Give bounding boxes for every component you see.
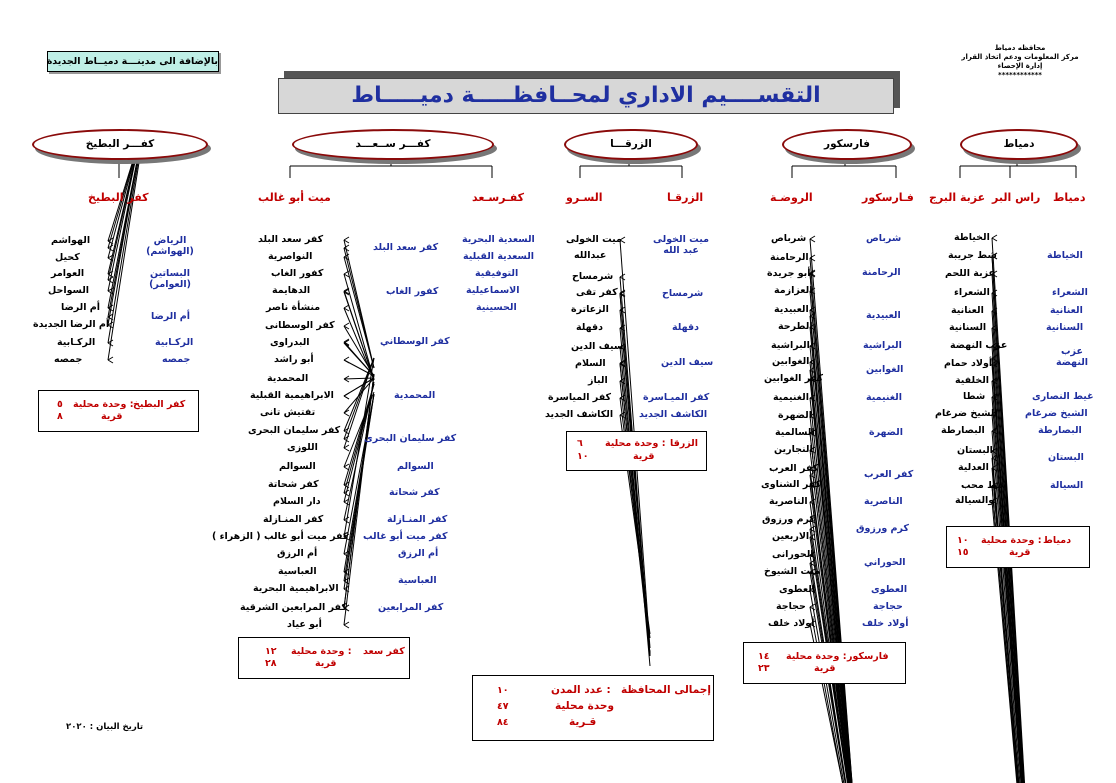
unit-label: البصارطة xyxy=(1038,425,1082,436)
unit-label: كفر شحاتة xyxy=(389,487,440,498)
summary-villages-label: قرية xyxy=(633,451,655,462)
unit-label: كفور الغاب xyxy=(386,286,439,297)
village-label: عبدالله xyxy=(574,250,607,261)
faraskur-summary-box xyxy=(743,642,906,684)
village-label: أم الرضا xyxy=(61,302,101,313)
summary-villages-label: قرية xyxy=(1009,547,1031,558)
summary-villages-value: ١٠ xyxy=(577,451,589,462)
unit-label: ميت الخولى عبد الله xyxy=(653,234,709,256)
village-label: كفر الشناوى xyxy=(761,479,822,490)
unit-label: عزب النهضة xyxy=(1055,346,1089,368)
village-label: الحورانى xyxy=(772,549,814,560)
zarqa-summary-box xyxy=(566,431,707,471)
connector xyxy=(344,237,349,240)
village-label: العزازمة xyxy=(774,285,813,296)
unit-label: أم الرزق xyxy=(398,548,439,559)
connector xyxy=(108,360,113,363)
total-title: إجمالى المحافظة xyxy=(621,684,711,696)
village-label: الطرحة xyxy=(778,321,813,332)
unit-label: الناصرية xyxy=(864,496,903,507)
village-label: الابراهيمية القبلية xyxy=(250,390,334,401)
connector xyxy=(344,360,349,363)
oval-kafr-batikh: كفـــر البطيخ xyxy=(32,129,208,160)
unit-label: الرياض (الهواشم) xyxy=(146,235,194,257)
village-label: أم الرضا الجديدة xyxy=(33,319,110,330)
city-mit-abu-ghaleb: ميت أبو غالب xyxy=(258,191,331,204)
page-title: التقســــيم الاداري لمحــافظـــــة دميـــــاط xyxy=(351,83,821,108)
summary-villages-label: قرية xyxy=(814,663,836,674)
summary-units-value: ١٠ xyxy=(957,535,969,546)
kafr-batikh-summary-box xyxy=(38,390,199,432)
oval-kafr-saad: كفـــر ســعـــد xyxy=(292,129,494,160)
connector xyxy=(108,146,140,325)
village-label: الركـابية xyxy=(57,337,96,348)
governorate-total-box xyxy=(472,675,714,741)
village-label: سيف الدين xyxy=(571,341,624,352)
summary-units-label: : وحدة محلية xyxy=(981,535,1042,546)
city-zarqa: الزرقـا xyxy=(667,191,704,204)
unit-label: المحمدية xyxy=(394,390,436,401)
village-label: ميت الشيوخ xyxy=(764,566,821,577)
unit-label: العنانية xyxy=(1050,305,1083,316)
summary-villages-value: ١٥ xyxy=(957,547,969,558)
village-label: دقهلة xyxy=(576,322,604,333)
village-label: الدهايمة xyxy=(272,285,311,296)
city-damietta: دمياط xyxy=(1053,191,1086,204)
village-label: عزب النهضة xyxy=(950,340,1008,351)
unit-label: العطوى xyxy=(871,584,908,595)
village-label: كفر تقى xyxy=(576,287,618,298)
connector xyxy=(344,323,349,326)
connector xyxy=(810,236,815,239)
unit-label: كفر الميـاسرة xyxy=(643,392,710,403)
village-label: التوفيقية xyxy=(475,268,519,279)
village-label: شط جريبة xyxy=(948,250,997,261)
unit-label: كفر المرابعين xyxy=(378,602,444,613)
summary-villages-value: ٢٣ xyxy=(758,663,770,674)
summary-units-value: ٥ xyxy=(57,399,63,410)
connector xyxy=(344,625,349,628)
connector xyxy=(344,448,349,451)
village-label: كفر المنـازلة xyxy=(263,514,324,525)
village-label: كفور الغاب xyxy=(271,268,324,279)
village-label: الاربعين xyxy=(772,531,810,542)
village-label: السواحل xyxy=(48,285,90,296)
village-label: السعدية القبلية xyxy=(463,251,535,262)
village-label: شرباص xyxy=(771,233,807,244)
connector xyxy=(344,413,349,416)
total-units-label: وحدة محلية xyxy=(555,700,615,712)
village-label: اللوزى xyxy=(287,442,318,453)
village-label: المحمدية xyxy=(267,373,309,384)
unit-label: دقهلة xyxy=(672,322,700,333)
unit-label: كفر العرب xyxy=(864,469,914,480)
unit-label: الكاشف الجديد xyxy=(639,409,708,420)
unit-label: الضهرة xyxy=(869,427,903,438)
unit-label: البستان xyxy=(1048,452,1084,463)
total-cities-value: ١٠ xyxy=(497,685,509,696)
connector xyxy=(108,138,140,291)
unit-label: البساتين (العوامر) xyxy=(149,268,191,290)
oval-damietta: دمياط xyxy=(960,129,1078,160)
village-label: السعدية البحرية xyxy=(462,234,535,245)
connector xyxy=(344,358,374,537)
total-villages-value: ٨٤ xyxy=(497,717,509,728)
unit-label: شرباص xyxy=(866,233,902,244)
unit-label: الغوابين xyxy=(866,364,904,375)
village-label: السلام xyxy=(575,358,606,369)
unit-label: الغنيمية xyxy=(866,392,902,403)
unit-label: شرمساح xyxy=(662,288,704,299)
unit-label: البراشية xyxy=(863,340,902,351)
village-label: البستان xyxy=(957,445,993,456)
village-label: الغنيمية xyxy=(773,392,809,403)
summary-name: الزرقا xyxy=(670,438,698,449)
village-label: كفر المياسرة xyxy=(548,392,612,403)
village-label: تفتيش تانى xyxy=(260,407,316,418)
village-label: السوالم xyxy=(279,461,316,472)
unit-label: الركـابية xyxy=(155,337,194,348)
village-label: البصارطة xyxy=(941,425,985,436)
village-label: العدلية xyxy=(958,462,989,473)
connector xyxy=(810,258,815,261)
village-label: الشيخ ضرغام xyxy=(935,408,998,419)
summary-units-label: : وحدة محلية xyxy=(291,646,352,657)
oval-faraskur: فارسكور xyxy=(782,129,912,160)
unit-label: حجاجة xyxy=(873,601,903,612)
unit-label: أم الرضا xyxy=(151,311,191,322)
village-label: الشعراء xyxy=(954,287,990,298)
village-label: الناصرية xyxy=(769,496,808,507)
village-label: منشأة ناصر xyxy=(266,302,321,313)
connector xyxy=(344,305,349,308)
village-label: النواصرية xyxy=(268,251,313,262)
unit-label: الرحامنة xyxy=(862,267,901,278)
village-label: الرحامنة xyxy=(770,252,809,263)
city-rawda: الروضـة xyxy=(770,191,813,204)
total-villages-label: قـرية xyxy=(569,716,597,728)
village-label: عزبة اللحم xyxy=(945,268,996,279)
connector xyxy=(344,245,349,248)
village-label: الباز xyxy=(588,375,608,386)
unit-label: السيالة xyxy=(1050,480,1084,491)
village-label: كفر المرابعين الشرقية xyxy=(240,602,347,613)
connector xyxy=(344,379,349,382)
org-header: محافظه دمياط مركز المعلومات ودعم اتخاذ القرار إدارة الإحصاء ************ xyxy=(961,44,1079,79)
village-label: والسيالة xyxy=(955,495,995,506)
village-label: البراشية xyxy=(771,340,810,351)
village-label: كفر الغوابين xyxy=(764,373,823,384)
village-label: الحسينية xyxy=(476,302,517,313)
city-serw: السـرو xyxy=(566,191,603,204)
connector xyxy=(992,235,997,238)
connector xyxy=(620,395,625,398)
unit-label: كفر الوسطاني xyxy=(380,336,450,347)
village-label: العبيدية xyxy=(774,304,809,315)
unit-label: كفر المنـازلة xyxy=(387,514,448,525)
unit-label: الشيخ ضرغام xyxy=(1025,408,1088,419)
village-label: شطا xyxy=(963,391,986,402)
unit-label: الخياطة xyxy=(1047,250,1083,261)
village-label: الابراهيمية البحرية xyxy=(253,583,339,594)
summary-name: دمياط xyxy=(1043,535,1072,546)
summary-name: فارسكور xyxy=(847,651,889,662)
connector xyxy=(992,238,997,241)
village-label: كفر العرب xyxy=(769,463,819,474)
village-label: شط محب xyxy=(961,480,1007,491)
connector xyxy=(344,396,349,399)
unit-label: جمصه xyxy=(162,354,191,365)
village-label: أولاد حمام xyxy=(944,358,993,369)
city-ezbet-elborg: عزبة البرج xyxy=(929,191,986,204)
village-label: أولاد خلف xyxy=(768,618,815,629)
village-label: أبو راشد xyxy=(274,354,314,365)
city-ras-elbar: راس البر xyxy=(992,191,1041,204)
data-date: تاريخ البيان : ٢٠٢٠ xyxy=(66,722,144,732)
summary-units-label: : وحدة محلية xyxy=(605,438,666,449)
unit-label: غيط النصارى xyxy=(1032,391,1094,402)
village-label: كحيل xyxy=(55,252,80,263)
connector xyxy=(344,393,349,396)
connector xyxy=(344,378,374,379)
village-label: كفر سعد البلد xyxy=(258,234,324,245)
village-label: الزعاترة xyxy=(571,304,609,315)
unit-label: العبيدية xyxy=(866,310,901,321)
unit-label: الحوراني xyxy=(864,557,906,568)
summary-units-value: ١٤ xyxy=(758,651,770,662)
village-label: العباسية xyxy=(278,566,317,577)
connector xyxy=(810,239,815,242)
village-label: الكاشف الجديد xyxy=(545,409,614,420)
summary-units-value: ٦ xyxy=(577,438,583,449)
village-label: العنانية xyxy=(951,305,984,316)
village-label: السالمية xyxy=(775,427,815,438)
summary-villages-value: ٢٨ xyxy=(265,658,277,669)
kafr-saad-summary-box xyxy=(238,637,410,679)
damietta-summary-box xyxy=(946,526,1090,568)
village-label: السنانية xyxy=(949,322,987,333)
unit-label: السوالم xyxy=(397,461,434,472)
village-label: أبو عياد xyxy=(287,619,322,630)
unit-label: السنانية xyxy=(1046,322,1084,333)
new-damietta-note: بالإضافة الى مدينـــة دميــاط الجديدة xyxy=(47,51,219,72)
village-label: كفر شحاتة xyxy=(268,479,319,490)
village-label: ميت الخولى xyxy=(566,234,622,245)
total-units-value: ٤٧ xyxy=(497,701,509,712)
village-label: شرمساح xyxy=(572,271,614,282)
total-cities-label: : عدد المدن xyxy=(551,684,611,696)
oval-zarqa: الزرقـــا xyxy=(564,129,698,160)
connector xyxy=(108,150,140,343)
summary-villages-label: قرية xyxy=(101,411,123,422)
city-kafr-batikh: كفر البطيخ xyxy=(88,191,149,204)
village-label: كفر ميت أبو غالب ( الزهراء ) xyxy=(212,531,349,542)
unit-label: أولاد خلف xyxy=(862,618,909,629)
summary-units-label: : وحدة محلية xyxy=(786,651,847,662)
connector xyxy=(344,357,349,360)
village-label: أبو جريدة xyxy=(767,268,811,279)
summary-units-label: : وحدة محلية xyxy=(73,399,134,410)
village-label: الضهرة xyxy=(778,410,812,421)
connector xyxy=(810,255,815,258)
unit-label: كرم ورزوق xyxy=(856,523,909,534)
village-label: العطوى xyxy=(779,584,816,595)
village-label: الخلفية xyxy=(955,375,990,386)
title-banner xyxy=(278,78,894,114)
unit-label: سيف الدين xyxy=(661,357,714,368)
village-label: كرم ورزوق xyxy=(762,514,815,525)
village-label: النجارين xyxy=(774,444,813,455)
summary-name: كفر البطيخ xyxy=(133,399,186,410)
city-faraskur: فـارسكور xyxy=(862,191,914,204)
unit-label: العباسية xyxy=(398,575,437,586)
village-label: حجاجة xyxy=(776,601,806,612)
summary-villages-value: ٨ xyxy=(57,411,63,422)
summary-units-value: ١٢ xyxy=(265,646,277,657)
summary-villages-label: قرية xyxy=(315,658,337,669)
summary-name: كفر سعد xyxy=(363,646,405,657)
village-label: كفر سليمان البحرى xyxy=(248,425,341,436)
village-label: الاسماعيلية xyxy=(466,285,520,296)
village-label: الخياطة xyxy=(954,232,990,243)
village-label: الغوابين xyxy=(772,356,810,367)
village-label: البدراوى xyxy=(270,337,310,348)
village-label: العوامر xyxy=(51,268,85,279)
city-kafr-saad: كفـرسـعد xyxy=(472,191,525,204)
village-label: أم الرزق xyxy=(277,548,318,559)
connector xyxy=(344,274,374,380)
village-label: كفر الوسطانى xyxy=(265,320,335,331)
village-label: جمصه xyxy=(54,354,83,365)
unit-label: كفر ميت أبو غالب xyxy=(363,531,448,542)
village-label: دار السلام xyxy=(273,496,321,507)
village-label: الهواشم xyxy=(51,235,91,246)
unit-label: الشعراء xyxy=(1052,287,1088,298)
unit-label: كفر سعد البلد xyxy=(373,242,439,253)
unit-label: كفر سليمان البحرى xyxy=(364,433,457,444)
